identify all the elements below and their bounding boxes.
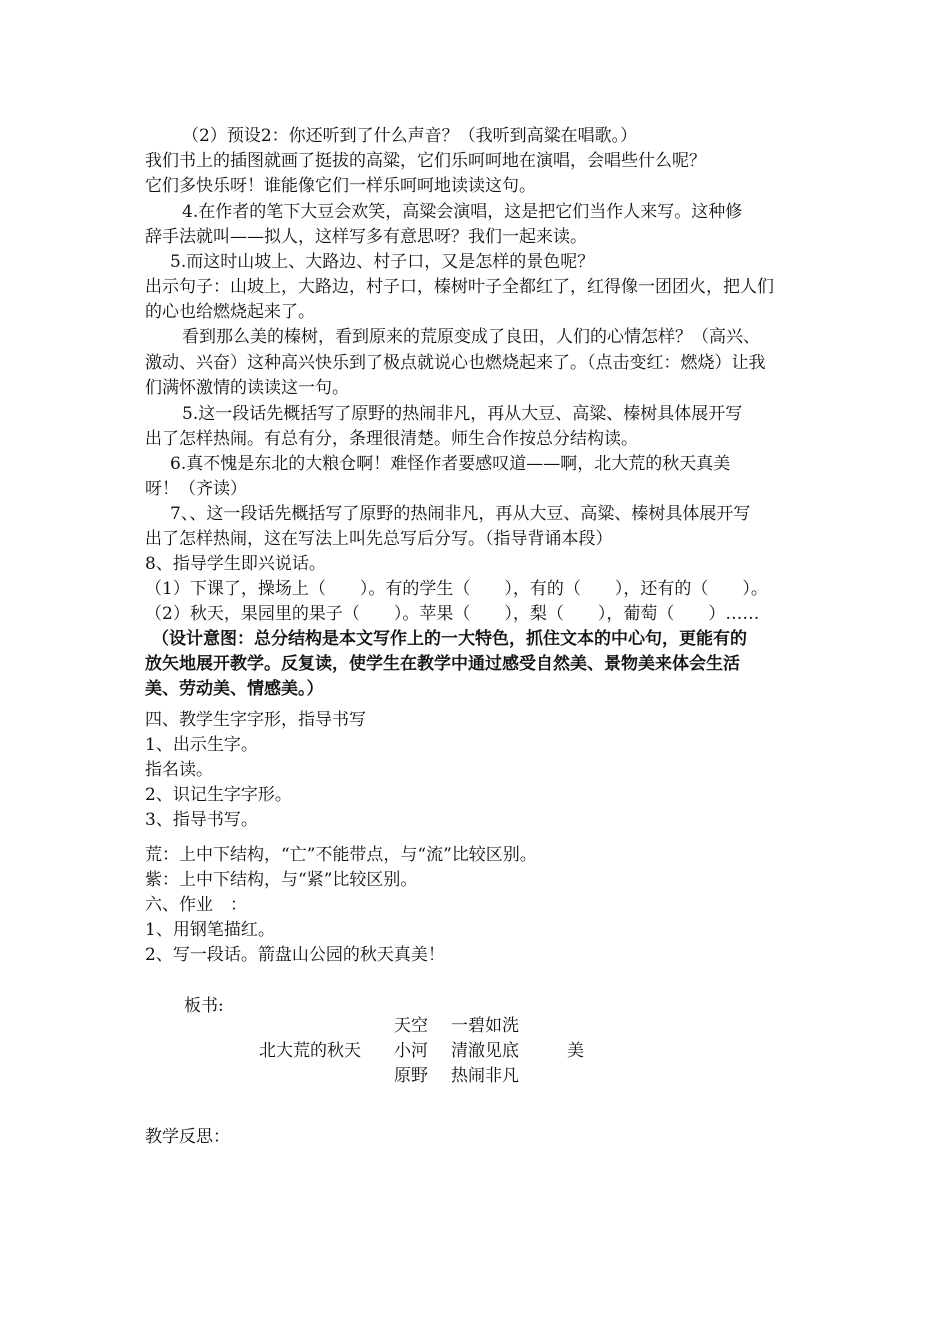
- text-line: 7、、这一段话先概括写了原野的热闹非凡，再从大豆、高粱、榛树具体展开写: [170, 504, 751, 524]
- board-item-value: 一碧如洗: [451, 1016, 519, 1036]
- text-line: 6.真不愧是东北的大粮仓啊！难怪作者要感叹道——啊，北大荒的秋天真美: [170, 454, 731, 474]
- board-item-value: 清澈见底: [451, 1041, 519, 1061]
- text-line: 1、出示生字。: [145, 735, 258, 755]
- text-line: 紫：上中下结构，与“紧”比较区别。: [145, 870, 418, 890]
- design-note-line: 美、劳动美、情感美。）: [145, 679, 324, 699]
- board-center-title: 北大荒的秋天: [259, 1041, 361, 1061]
- text-line: 8、指导学生即兴说话。: [145, 554, 326, 574]
- board-item-key: 天空: [394, 1016, 428, 1036]
- text-line: 2、写一段话。箭盘山公园的秋天真美！: [145, 945, 445, 965]
- reflection-heading: 教学反思：: [145, 1127, 230, 1147]
- design-note-line: （设计意图：总分结构是本文写作上的一大特色，抓住文本的中心句，更能有的: [152, 629, 747, 649]
- text-line: 看到那么美的榛树，看到原来的荒原变成了良田，人们的心情怎样？（高兴、: [182, 327, 760, 347]
- text-line: 荒：上中下结构，“亡”不能带点，与“流”比较区别。: [145, 845, 537, 865]
- text-line: 辞手法就叫——拟人，这样写多有意思呀？我们一起来读。: [145, 227, 587, 247]
- text-line: （2）预设2：你还听到了什么声音？（我听到高粱在唱歌。）: [182, 126, 638, 146]
- text-line: （1）下课了，操场上（ ）。有的学生（ ），有的（ ），还有的（ ）。: [145, 579, 768, 599]
- board-item-value: 热闹非凡: [451, 1066, 519, 1086]
- text-line: 呀！（齐读）: [145, 479, 247, 499]
- board-item-key: 小河: [394, 1041, 428, 1061]
- text-line: 它们多快乐呀！谁能像它们一样乐呵呵地读读这句。: [145, 176, 536, 196]
- text-line: 5.这一段话先概括写了原野的热闹非凡，再从大豆、高粱、榛树具体展开写: [182, 404, 743, 424]
- text-line: （2）秋天，果园里的果子（ ）。苹果（ ），梨（ ），葡萄（ ）……: [145, 604, 760, 624]
- text-line: 激动、兴奋）这种高兴快乐到了极点就说心也燃烧起来了。（点击变红：燃烧）让我: [145, 353, 766, 373]
- text-line: 出了怎样热闹，这在写法上叫先总写后分写。（指导背诵本段）: [145, 529, 613, 549]
- text-line: 1、用钢笔描红。: [145, 920, 275, 940]
- text-line: 们满怀激情的读读这一句。: [145, 378, 349, 398]
- text-line: 出了怎样热闹。有总有分，条理很清楚。师生合作按总分结构读。: [145, 429, 638, 449]
- text-line: 5.而这时山坡上、大路边、村子口，又是怎样的景色呢？: [170, 252, 595, 272]
- text-line: 2、识记生字字形。: [145, 785, 292, 805]
- section-heading: 四、教学生字字形，指导书写: [145, 710, 366, 730]
- design-note-line: 放矢地展开教学。反复读，使学生在教学中通过感受自然美、景物美来体会生活: [145, 654, 740, 674]
- board-label: 板书:: [184, 996, 224, 1016]
- text-line: 的心也给燃烧起来了。: [145, 302, 315, 322]
- text-line: 4.在作者的笔下大豆会欢笑，高粱会演唱，这是把它们当作人来写。这种修: [182, 202, 743, 222]
- section-heading: 六、作业 ：: [145, 895, 247, 915]
- board-item-key: 原野: [394, 1066, 428, 1086]
- board-right-word: 美: [567, 1041, 584, 1061]
- text-line: 指名读。: [145, 760, 213, 780]
- text-line: 我们书上的插图就画了挺拔的高粱，它们乐呵呵地在演唱，会唱些什么呢？: [145, 151, 706, 171]
- text-line: 出示句子：山坡上，大路边，村子口，榛树叶子全都红了，红得像一团团火，把人们: [145, 277, 774, 297]
- text-line: 3、指导书写。: [145, 810, 258, 830]
